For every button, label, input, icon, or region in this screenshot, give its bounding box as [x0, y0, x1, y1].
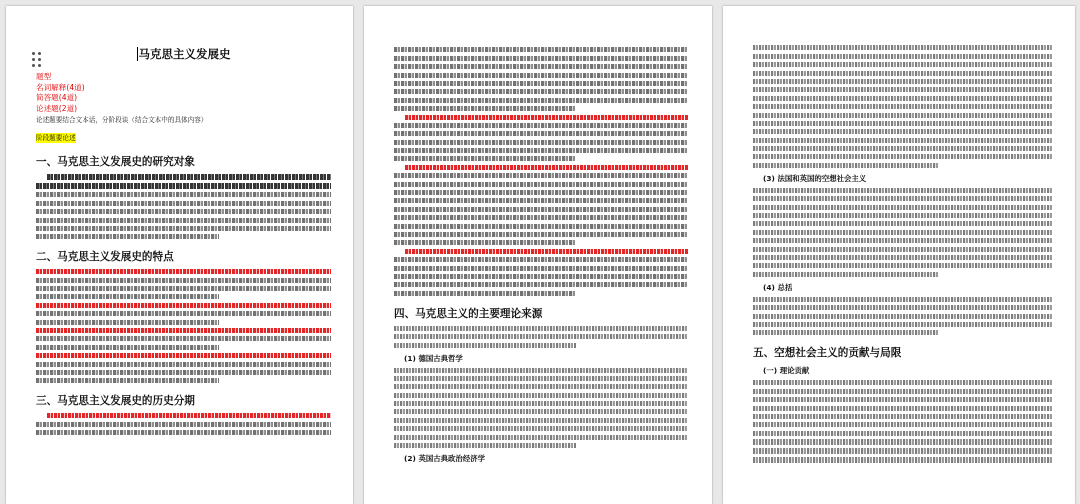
document-page-1	[6, 6, 353, 504]
section-heading-2: 二、马克思主义发展史的特点	[36, 251, 174, 264]
section-heading-4: 四、马克思主义的主要理论来源	[394, 307, 543, 320]
paragraph-body	[394, 326, 688, 348]
subsection-heading: (一) 理论贡献	[763, 366, 810, 376]
paragraph-body	[753, 297, 1053, 336]
highlight-note: 阶段题要论述	[36, 134, 76, 143]
document-title[interactable]: 马克思主义发展史	[138, 47, 231, 61]
drag-handle-icon[interactable]	[32, 52, 42, 68]
paragraph-body	[753, 45, 1053, 167]
paragraph-body	[36, 413, 331, 435]
document-page-2	[364, 6, 712, 504]
section-heading-5: 五、空想社会主义的贡献与局限	[753, 347, 902, 360]
term-count: 名词解释(4道)	[36, 82, 85, 92]
question-types-label: 题型	[36, 72, 52, 81]
paragraph-body	[394, 47, 688, 295]
subsection-heading: (1) 德国古典哲学	[404, 353, 463, 363]
subsection-heading: (3) 法国和英国的空想社会主义	[763, 173, 867, 183]
section-heading-1: 一、马克思主义发展史的研究对象	[36, 156, 195, 169]
document-page-3	[723, 6, 1075, 504]
essay-count: 论述题(2道)	[36, 103, 78, 113]
paragraph-body	[753, 188, 1053, 277]
short-answer-count: 简答题(4道)	[36, 93, 78, 103]
paragraph-body	[753, 380, 1053, 462]
paragraph-body	[36, 174, 331, 239]
essay-note: 论述题要结合文本话，分阶段谈（结合文本中的具体内容）	[36, 116, 208, 125]
paragraph-body	[36, 269, 331, 383]
paragraph-body	[394, 368, 688, 449]
subsection-heading: (2) 英国古典政治经济学	[404, 454, 485, 464]
section-heading-3: 三、马克思主义发展史的历史分期	[36, 395, 195, 408]
subsection-heading: (4) 总括	[763, 282, 793, 292]
